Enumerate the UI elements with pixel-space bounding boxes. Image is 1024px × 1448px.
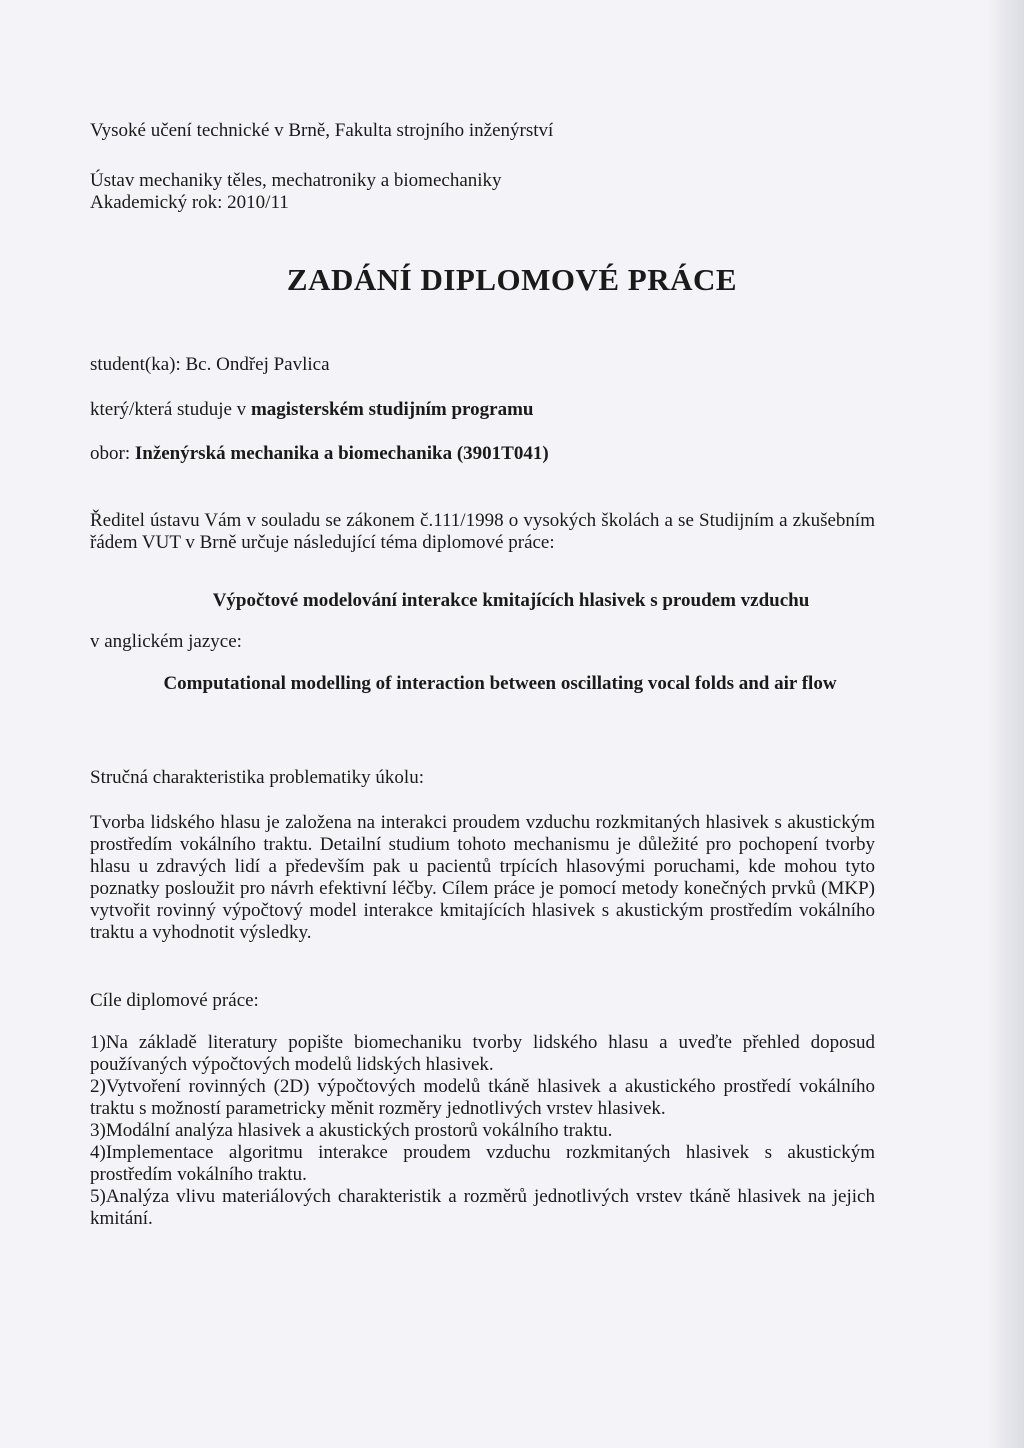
institute-line: Ústav mechaniky těles, mechatroniky a biomechaniky: [90, 170, 502, 191]
goal-item-1: 1)Na základě literatury popište biomechaniku tvorby lidského hlasu a uveďte přehled doposud používaných výpočtových modelů lidských hlasivek.: [90, 1032, 875, 1075]
field-line: [90, 443, 549, 465]
goal-item-3: 3)Modální analýza hlasivek a akustických prostorů vokálního traktu.: [90, 1120, 613, 1141]
topic-english: Computational modelling of interaction between oscillating vocal folds and air flow: [163, 673, 837, 694]
field-name: Inženýrská mechanika a biomechanika (3901T041): [134, 443, 549, 464]
goal-item-4: 4)Implementace algoritmu interakce proudem vzduchu rozkmitaných hlasivek s akustickým prostředím vokálního traktu.: [90, 1142, 875, 1185]
university-line: Vysoké učení technické v Brně, Fakulta strojního inženýrství: [90, 120, 554, 141]
program-line: [90, 399, 533, 421]
academic-year: Akademický rok: 2010/11: [90, 192, 289, 213]
page-edge-shadow: [988, 0, 1024, 1448]
english-label: v anglickém jazyce:: [90, 631, 242, 652]
page-title: ZADÁNÍ DIPLOMOVÉ PRÁCE: [286, 262, 738, 297]
goal-item-5: 5)Analýza vlivu materiálových charakteristik a rozměrů jednotlivých vrstev tkáně hlasivek na jejich kmitání.: [90, 1186, 875, 1229]
program-prefix: který/která studuje v: [90, 399, 251, 420]
assignment-text: Ředitel ústavu Vám v souladu se zákonem č.111/1998 o vysokých školách a se Studijním a zkušebním řádem VUT v Brně určuje následující téma diplomové práce:: [90, 510, 875, 553]
student-line: student(ka): Bc. Ondřej Pavlica: [90, 354, 330, 375]
program-name: magisterském studijním programu: [250, 399, 534, 420]
characteristics-heading: Stručná charakteristika problematiky úkolu:: [90, 767, 424, 788]
goals-heading: Cíle diplomové práce:: [90, 990, 259, 1011]
topic-czech: Výpočtové modelování interakce kmitajících hlasivek s proudem vzduchu: [212, 590, 810, 611]
characteristics-text: Tvorba lidského hlasu je založena na interakci proudem vzduchu rozkmitaných hlasivek s akustickým prostředím vokálního traktu. Detailní studium tohoto mechanismu je důležité pro pochopení tvorby hlasu u zdravých lidí a především pak u pacientů trpících hlasovými poruchami, kde mohou tyto poznatky posloužit pro návrh efektivní léčby. Cílem práce je pomocí metody konečných prvků (MKP) vytvořit rovinný výpočtový model interakce kmitajících hlasivek s akustickým prostředím vokálního traktu a vyhodnotit výsledky.: [90, 812, 875, 943]
field-prefix: obor:: [90, 443, 135, 464]
goal-item-2: 2)Vytvoření rovinných (2D) výpočtových modelů tkáně hlasivek a akustického prostředí vokálního traktu s možností parametricky měnit rozměry jednotlivých vrstev hlasivek.: [90, 1076, 875, 1119]
